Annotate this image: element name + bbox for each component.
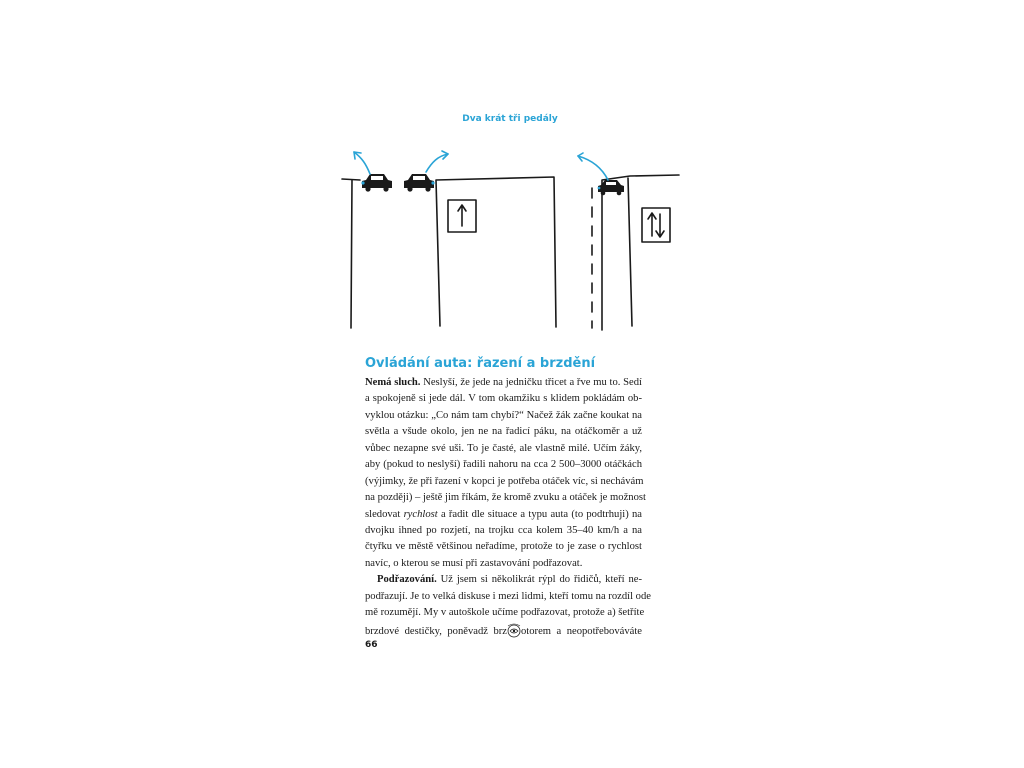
text-line: dvojku ihned po rozjetí, na trojku cca kolem 35–40 km/h a na xyxy=(365,524,642,536)
page-number: 66 xyxy=(365,640,378,650)
text-line: sledovat rychlost a řadit dle situace a typu auta (to podtrhuji) na xyxy=(365,508,642,520)
left-road-top xyxy=(342,179,360,180)
emphasis: rychlost xyxy=(403,508,438,520)
running-head: Dva krát tři pedály xyxy=(462,114,558,124)
text-line: Nemá sluch. Neslyší, že jede na jedničku třicet a řve mu to. Sedí xyxy=(365,377,642,388)
car-icon xyxy=(361,174,392,192)
text-line: brzdové destičky, poněvadž brz otorem a neopotřebováváte xyxy=(365,622,642,638)
curved-arrow-icon xyxy=(354,152,370,174)
right-block-inner xyxy=(628,178,632,326)
car-icon xyxy=(404,174,435,192)
text-line: světla a všude okolo, jen ne na řadicí páku, na otáčkoměr a už xyxy=(365,426,642,438)
runin-heading: Nemá sluch. xyxy=(365,377,421,388)
text-line: vyklou otázku: „Co nám tam chybí?“ Načež žák začne koukat na xyxy=(365,409,642,421)
text-line: vůbec nezapne své uši. To je časté, ale vlastně milé. Učím žáky, xyxy=(365,442,642,454)
text-line: navíc, o kterou se musí při zastavování podřazovat. xyxy=(365,557,583,569)
two-way-sign-icon xyxy=(642,208,670,242)
section-title: Ovládání auta: řazení a brzdění xyxy=(365,356,596,371)
text-line: Podřazování. Už jsem si několikrát rýpl do řidičů, kteří ne- xyxy=(377,574,642,586)
read-more-stamp-icon[interactable] xyxy=(506,622,522,638)
body-text xyxy=(365,375,651,638)
text-line: mě rozumějí. My v autoškole učíme podřazovat, protože a) šetříte xyxy=(365,607,645,619)
right-block-outline xyxy=(602,175,679,330)
text-line: na později) – ještě jim říkám, že kromě zvuku a otáček je možnost xyxy=(365,492,646,504)
curved-arrow-icon xyxy=(578,156,608,180)
text-line: podřazují. Je to velká diskuse i mezi lidmi, kteří tomu na rozdíl ode xyxy=(365,590,651,602)
road-illustration xyxy=(340,140,680,340)
left-road-edge xyxy=(351,180,352,328)
runin-heading: Podřazování. xyxy=(377,574,437,586)
text-line: a spokojeně si jede dál. V tom okamžiku s klidem pokládám ob- xyxy=(365,393,642,405)
text-line: čtyřku ve městě většinou neřadíme, protože to je zase o rychlost xyxy=(365,541,642,553)
text-line: (výjimky, že při řazení v kopci je potřeba otáček víc, si nechávám xyxy=(365,475,644,487)
text-line: aby (pokud to neslyší) řadili nahoru na cca 2 500–3000 otáčkách xyxy=(365,459,642,471)
